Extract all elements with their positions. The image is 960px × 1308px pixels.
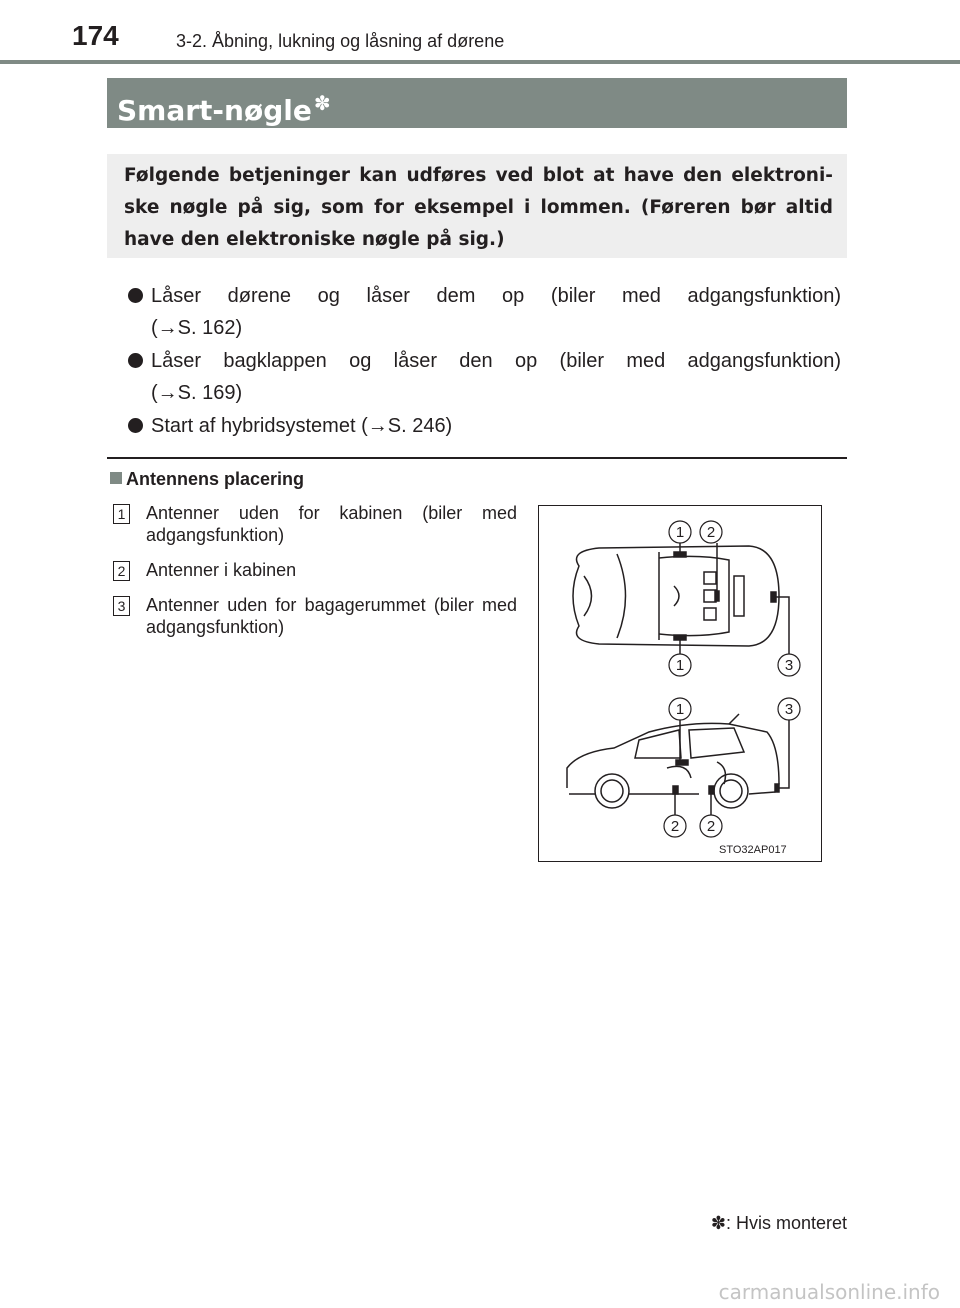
callout-label: 1 [675, 657, 685, 674]
subsection-heading [110, 469, 304, 490]
bullet-reference: (→S. 162) [151, 317, 243, 339]
section-title: Smart-nøgle [117, 94, 312, 127]
square-bullet-icon [110, 472, 122, 484]
bullet-item [127, 280, 841, 344]
legend-text: Antenner uden for kabinen (biler med adgangsfunktion) [146, 503, 517, 545]
bullet-text: Start af hybridsystemet (→S. 246) [151, 415, 453, 437]
legend-item [113, 594, 517, 638]
subsection-heading-text: Antennens placering [126, 469, 305, 489]
callout-label: 2 [706, 818, 716, 835]
footnote: ✽: Hvis monteret [710, 1213, 847, 1233]
intro-box: Følgende betjeninger kan udføres ved blot at have den elektroni- ske nøgle på sig, som for eksempel i lommen. (Føreren bør altid have den elektroniske nøgle på sig.) [107, 154, 847, 258]
antenna-marker [674, 552, 686, 557]
legend-text: Antenner uden for bagagerummet (biler med adgangsfunktion) [146, 595, 517, 637]
callout-number-box: 1 [113, 504, 130, 524]
bullet-list [127, 280, 841, 443]
bullet-reference: (→S. 169) [151, 382, 243, 404]
asterisk-icon: ✽ [313, 91, 331, 115]
callout-label: 2 [706, 524, 716, 541]
page-number: 174 [72, 20, 119, 51]
antenna-marker [676, 760, 688, 765]
callout-number-box: 2 [113, 561, 130, 581]
bullet-item [127, 410, 841, 442]
callout-label: 1 [675, 524, 685, 541]
bullet-text: Låser dørene og låser dem op (biler med adgangsfunktion) [151, 285, 841, 307]
bullet-dot-icon [128, 288, 143, 303]
header-rule [0, 60, 960, 64]
antenna-marker [673, 786, 678, 794]
bullet-item [127, 345, 841, 409]
bullet-text: Låser bagklappen og låser den op (biler med adgangsfunktion) [151, 350, 841, 372]
callout-label: 3 [784, 701, 794, 718]
chapter-title: 3-2. Åbning, lukning og låsning af dørene [176, 31, 505, 51]
car-top-view [573, 546, 779, 646]
callout-label: 3 [784, 657, 794, 674]
antenna-marker [709, 786, 714, 794]
watermark: carmanualsonline.info [718, 1280, 940, 1304]
section-divider [107, 457, 847, 459]
callout-label: 1 [675, 701, 685, 718]
figure-code: STO32AP017 [719, 844, 787, 856]
callout-number-box: 3 [113, 596, 130, 616]
bullet-dot-icon [128, 353, 143, 368]
car-illustration [539, 506, 823, 863]
callout-legend [113, 502, 517, 651]
section-title-bar [107, 78, 847, 128]
legend-item [113, 502, 517, 546]
antenna-location-figure [538, 505, 822, 862]
antenna-marker [771, 592, 776, 602]
bullet-dot-icon [128, 418, 143, 433]
antenna-marker [775, 784, 779, 792]
antenna-marker [715, 591, 719, 601]
legend-text: Antenner i kabinen [146, 560, 297, 580]
legend-item [113, 559, 517, 581]
antenna-marker [674, 635, 686, 640]
callout-label: 2 [670, 818, 680, 835]
